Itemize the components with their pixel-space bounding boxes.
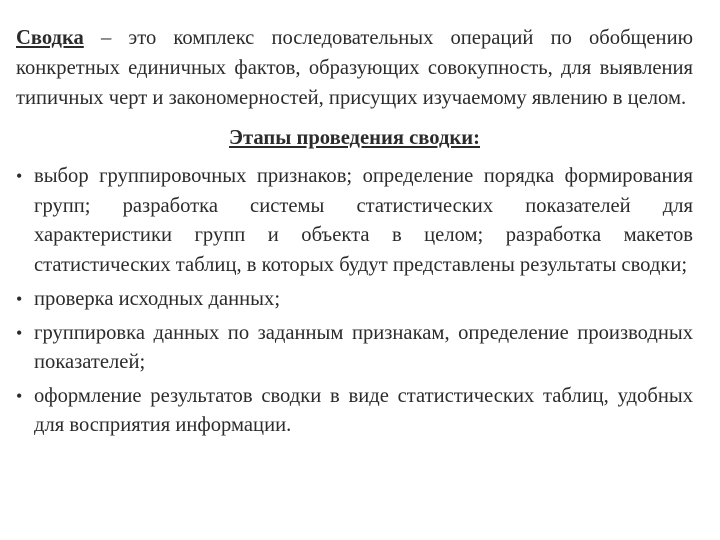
stages-list — [16, 162, 693, 440]
stage-text: выбор группировочных признаков; определение порядка формирования групп; разработка системы статистических показателей для характеристики групп и объекта в целом; разработка макетов статистических таблиц, в которых будут представлены результаты сводки; — [34, 165, 693, 276]
definition-text: – это комплекс последовательных операций по обобщению конкретных единичных фактов, образующих совокупность, для выявления типичных черт и закономерностей, присущих изучаемому явлению в целом. — [16, 27, 693, 109]
stage-item — [16, 285, 693, 314]
bullet-icon: • — [16, 166, 23, 187]
stage-text: группировка данных по заданным признакам, определение производных показателей; — [34, 321, 693, 374]
definition-paragraph — [16, 24, 693, 113]
stage-item — [16, 162, 693, 280]
definition-term: Сводка — [16, 27, 84, 49]
stage-text: проверка исходных данных; — [34, 287, 281, 310]
bullet-icon: • — [16, 386, 23, 407]
bullet-icon: • — [16, 288, 23, 309]
stage-text: оформление результатов сводки в виде статистических таблиц, удобных для восприятия информации. — [34, 385, 693, 437]
bullet-icon: • — [16, 322, 23, 343]
stages-heading: Этапы проведения сводки: — [229, 127, 480, 150]
stage-item — [16, 319, 693, 378]
stage-item — [16, 382, 693, 441]
